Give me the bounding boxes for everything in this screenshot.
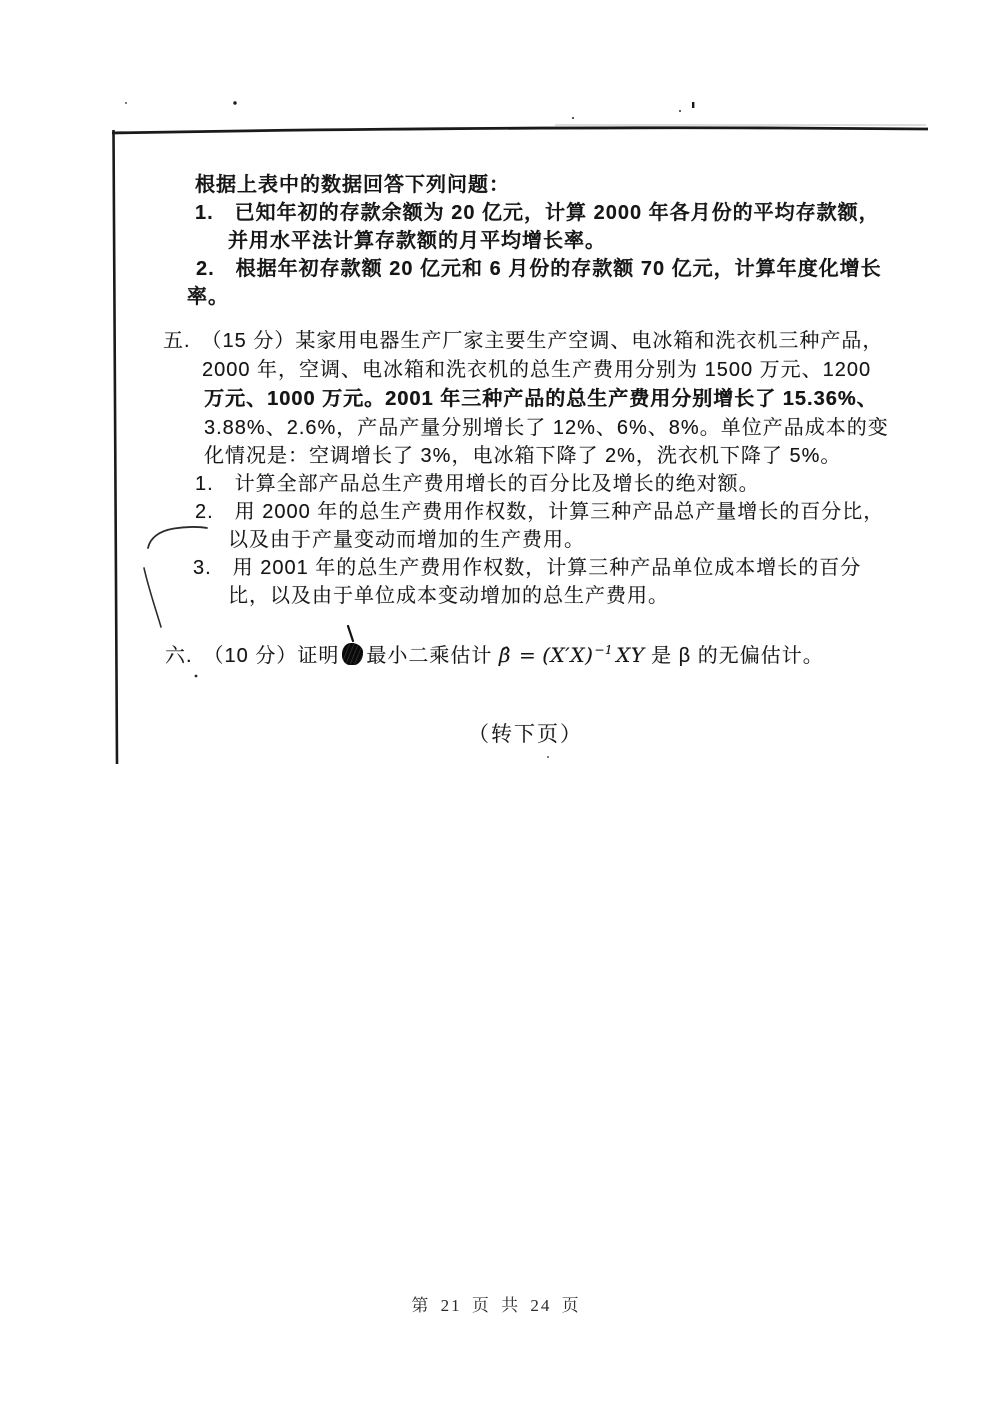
xy-term: XY [616,643,645,667]
question-six-line [165,643,824,668]
intro-item-1-line-2: 并用水平法计算存款额的月平均增长率。 [228,230,606,252]
page-number-footer: 第 21 页 共 24 页 [411,1296,581,1315]
scan-speck [572,117,574,119]
scan-speck [125,102,127,104]
inverse-exponent: −1 [594,643,614,658]
beta-hat-symbol: β̂ [498,643,511,667]
question-six-prefix: 六. （10 分）证明 [165,645,340,667]
scan-speck [195,675,198,678]
intro-item-2-line-1: 2. 根据年初存款额 20 亿元和 6 月份的存款额 70 亿元，计算年度化增长 [196,258,882,280]
scan-speck [679,110,681,112]
question-five-subitem-3-line-2: 比，以及由于单位成本变动增加的总生产费用。 [228,585,669,607]
ols-estimator-formula [499,643,645,667]
page-border-left-line [114,130,118,764]
handwritten-slash-mark [144,568,161,627]
continue-next-page-note: （转下页） [468,723,583,746]
scan-speck [692,102,694,108]
question-five-subitem-3-line-1: 3. 用 2001 年的总生产费用作权数，计算三种产品单位成本增长的百分 [193,557,862,579]
question-five-line-2: 2000 年，空调、电冰箱和洗衣机的总生产费用分别为 1500 万元、1200 [202,359,872,381]
intro-item-2-line-2: 率。 [187,286,229,308]
question-five-line-4: 3.88%、2.6%，产品产量分别增长了 12%、6%、8%。单位产品成本的变 [204,417,889,439]
matrix-term: (X′X) [542,643,594,667]
question-six-mid: 最小二乘估计 [366,645,493,667]
scan-speck [547,756,549,758]
question-five-subitem-1: 1. 计算全部产品总生产费用增长的百分比及增长的绝对额。 [195,473,760,495]
scribble-tail-stroke [348,626,353,641]
intro-heading: 根据上表中的数据回答下列问题： [195,174,510,196]
question-five-subitem-2-line-1: 2. 用 2000 年的总生产费用作权数，计算三种产品总产量增长的百分比， [195,501,885,523]
page-border-top-line [112,128,928,133]
question-five-line-1: 五. （15 分）某家用电器生产厂家主要生产空调、电冰箱和洗衣机三种产品， [163,330,884,352]
intro-item-1-line-1: 1. 已知年初的存款余额为 20 亿元，计算 2000 年各月份的平均存款额， [195,202,880,224]
question-five-line-5: 化情况是：空调增长了 3%，电冰箱下降了 2%，洗衣机下降了 5%。 [204,445,842,467]
question-five-subitem-2-line-2: 以及由于产量变动而增加的生产费用。 [228,529,585,551]
scan-speck [233,101,236,104]
ink-blot-scribble [342,643,363,665]
equals-sign: = [518,643,537,667]
question-six-suffix: 是 β 的无偏估计。 [651,645,824,667]
handwritten-curve-mark [148,527,207,548]
question-five-line-3: 万元、1000 万元。2001 年三种产品的总生产费用分别增长了 15.36%、 [204,388,878,410]
